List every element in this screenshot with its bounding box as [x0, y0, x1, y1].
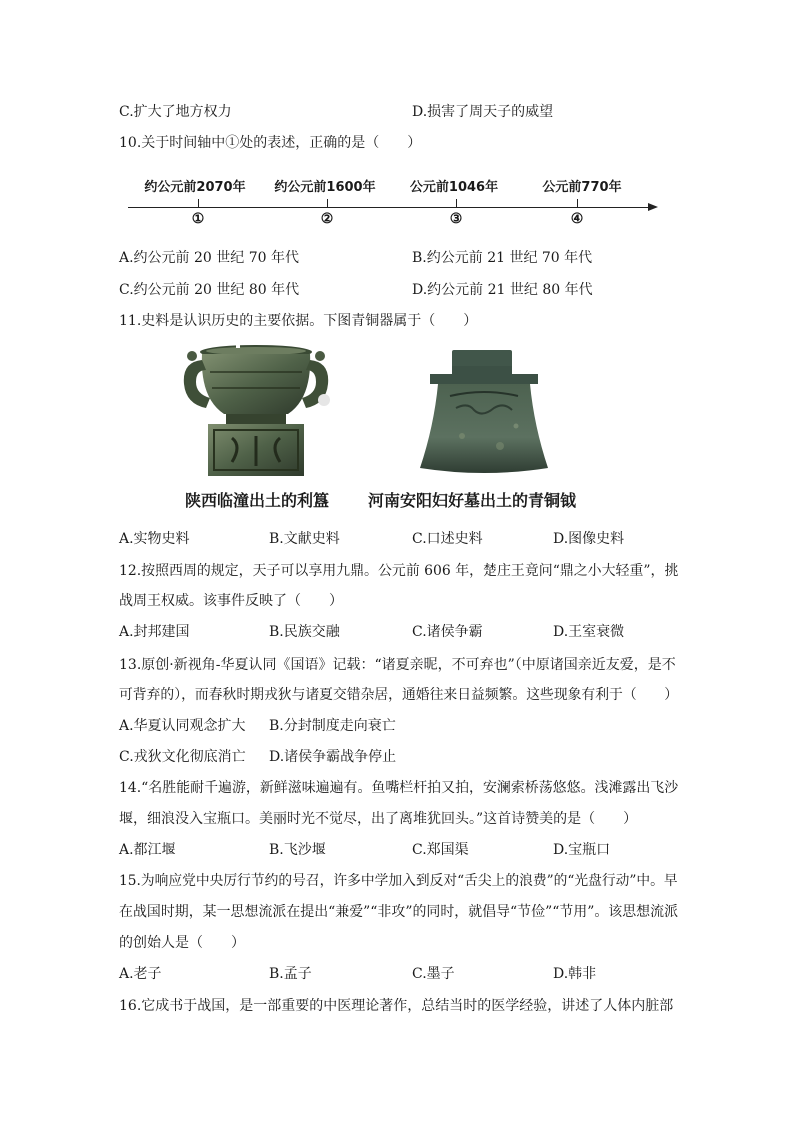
q10-option-b: B.约公元前 21 世纪 70 年代 [412, 250, 593, 266]
timeline-tick [327, 199, 328, 207]
timeline-mark-3: ③ [449, 211, 463, 227]
q15-option-a: A.老子 [119, 966, 162, 982]
timeline-date-1: 约公元前2070年 [144, 180, 246, 195]
q12-stem-line1: 12.按照西周的规定，天子可以享用九鼎。公元前 606 年，楚庄王竟问“鼎之小大轻重”，挑 [119, 563, 679, 579]
timeline-mark-4: ④ [570, 211, 584, 227]
timeline-mark-2: ② [320, 211, 334, 227]
q10-option-d: D.约公元前 21 世纪 80 年代 [412, 282, 593, 298]
q11-option-a: A.实物史料 [119, 531, 190, 547]
q11-option-d: D.图像史料 [553, 531, 625, 547]
q15-stem-line3: 的创始人是（ ） [119, 935, 245, 951]
timeline-tick [198, 199, 199, 207]
q13-option-a: A.华夏认同观念扩大 [119, 718, 246, 734]
q13-option-b: B.分封制度走向衰亡 [269, 718, 396, 734]
q14-option-a: A.都江堰 [119, 842, 176, 858]
timeline-tick [456, 199, 457, 207]
q13-stem-line1: 13.原创·新视角-华夏认同《国语》记载：“诸夏亲昵，不可弃也”（中原诸国亲近友爱，是不 [119, 657, 676, 673]
q9-option-d: D.损害了周天子的威望 [412, 104, 554, 120]
q14-stem-line2: 堰，细浪没入宝瓶口。美丽时光不觉尽，出了离堆犹回头。”这首诗赞美的是（ ） [119, 811, 638, 827]
timeline-date-2: 约公元前1600年 [274, 180, 376, 195]
q13-option-c: C.戎狄文化彻底消亡 [119, 749, 246, 765]
q12-option-d: D.王室衰微 [553, 624, 625, 640]
q15-option-d: D.韩非 [553, 966, 597, 982]
q14-stem-line1: 14.“名胜能耐千遍游，新鲜滋味遍遍有。鱼嘴栏杆拍又拍，安澜索桥荡悠悠。浅滩露出飞沙 [119, 780, 679, 796]
timeline-mark-1: ① [191, 211, 205, 227]
timeline-date-3: 公元前1046年 [409, 180, 499, 195]
q15-stem-line1: 15.为响应党中央厉行节约的号召，许多中学加入到反对“舌尖上的浪费”的“光盘行动”中。早 [119, 873, 678, 889]
timeline-tick [577, 199, 578, 207]
q9-option-c: C.扩大了地方权力 [119, 104, 232, 120]
q14-option-c: C.郑国渠 [412, 842, 469, 858]
q10-option-a: A.约公元前 20 世纪 70 年代 [119, 250, 299, 266]
timeline-date-4: 公元前770年 [542, 180, 622, 195]
q13-option-d: D.诸侯争霸战争停止 [269, 749, 397, 765]
q10-stem: 10.关于时间轴中①处的表述，正确的是（ ） [119, 135, 422, 151]
q12-stem-line2: 战周王权威。该事件反映了（ ） [119, 593, 343, 609]
q13-stem-line2: 可背弃的），而春秋时期戎狄与诸夏交错杂居，通婚往来日益频繁。这些现象有利于（ ） [119, 687, 679, 703]
fuhao-bronze-axe-image [416, 346, 552, 476]
timeline-axis [128, 207, 650, 208]
q11-option-b: B.文献史料 [269, 531, 340, 547]
q15-stem-line2: 在战国时期，某一思想流派在提出“兼爱”“非攻”的同时，就倡导“节俭”“节用”。该思想流派 [119, 904, 679, 920]
q11-option-c: C.口述史料 [412, 531, 483, 547]
q11-stem: 11.史料是认识历史的主要依据。下图青铜器属于（ ） [119, 313, 478, 329]
q16-stem-line1: 16.它成书于战国，是一部重要的中医理论著作，总结当时的医学经验，讲述了人体内脏部 [119, 998, 674, 1014]
q14-option-d: D.宝瓶口 [553, 842, 611, 858]
ligui-bronze-vessel-image [176, 342, 336, 478]
q15-option-c: C.墨子 [412, 966, 455, 982]
q12-option-a: A.封邦建国 [119, 624, 190, 640]
q11-caption-left: 陕西临潼出土的利簋 [185, 491, 330, 510]
q11-caption-right: 河南安阳妇好墓出土的青铜钺 [368, 491, 577, 510]
q12-option-b: B.民族交融 [269, 624, 340, 640]
q15-option-b: B.孟子 [269, 966, 312, 982]
q14-option-b: B.飞沙堰 [269, 842, 326, 858]
q10-option-c: C.约公元前 20 世纪 80 年代 [119, 282, 300, 298]
timeline-arrow-icon [648, 203, 658, 211]
q12-option-c: C.诸侯争霸 [412, 624, 483, 640]
